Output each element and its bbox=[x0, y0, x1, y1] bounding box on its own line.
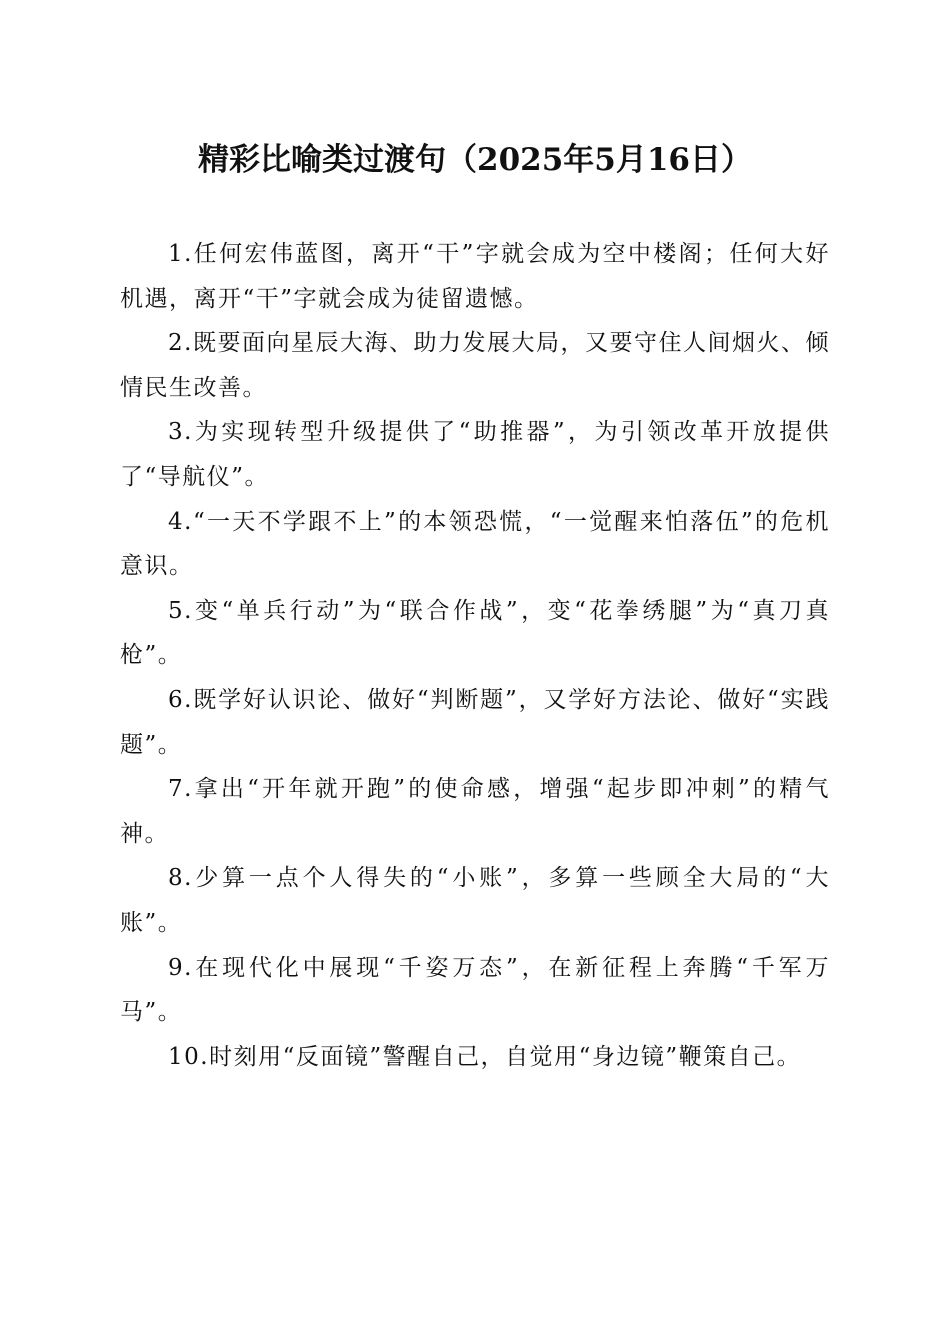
list-item: 9.在现代化中展现“千姿万态”，在新征程上奔腾“千军万马”。 bbox=[120, 954, 830, 1026]
list-item: 2.既要面向星辰大海、助力发展大局，又要守住人间烟火、倾情民生改善。 bbox=[120, 330, 830, 401]
list-item: 5.变“单兵行动”为“联合作战”，变“花拳绣腿”为“真刀真枪”。 bbox=[120, 597, 830, 669]
list-item: 6.既学好认识论、做好“判断题”，又学好方法论、做好“实践题”。 bbox=[120, 686, 830, 758]
document-body bbox=[120, 232, 830, 1079]
list-item: 8.少算一点个人得失的“小账”，多算一些顾全大局的“大账”。 bbox=[120, 865, 830, 936]
list-item: 4.“一天不学跟不上”的本领恐慌，“一觉醒来怕落伍”的危机意识。 bbox=[120, 508, 830, 580]
list-item: 1.任何宏伟蓝图，离开“干”字就会成为空中楼阁；任何大好机遇，离开“干”字就会成为徒留遗憾。 bbox=[120, 241, 830, 312]
document-title: 精彩比喻类过渡句（2025年5月16日） bbox=[198, 142, 752, 178]
list-item: 3.为实现转型升级提供了“助推器”，为引领改革开放提供了“导航仪”。 bbox=[120, 419, 830, 490]
list-item: 10.时刻用“反面镜”警醒自己，自觉用“身边镜”鞭策自己。 bbox=[168, 1043, 802, 1070]
list-item: 7.拿出“开年就开跑”的使命感，增强“起步即冲刺”的精气神。 bbox=[120, 776, 830, 847]
